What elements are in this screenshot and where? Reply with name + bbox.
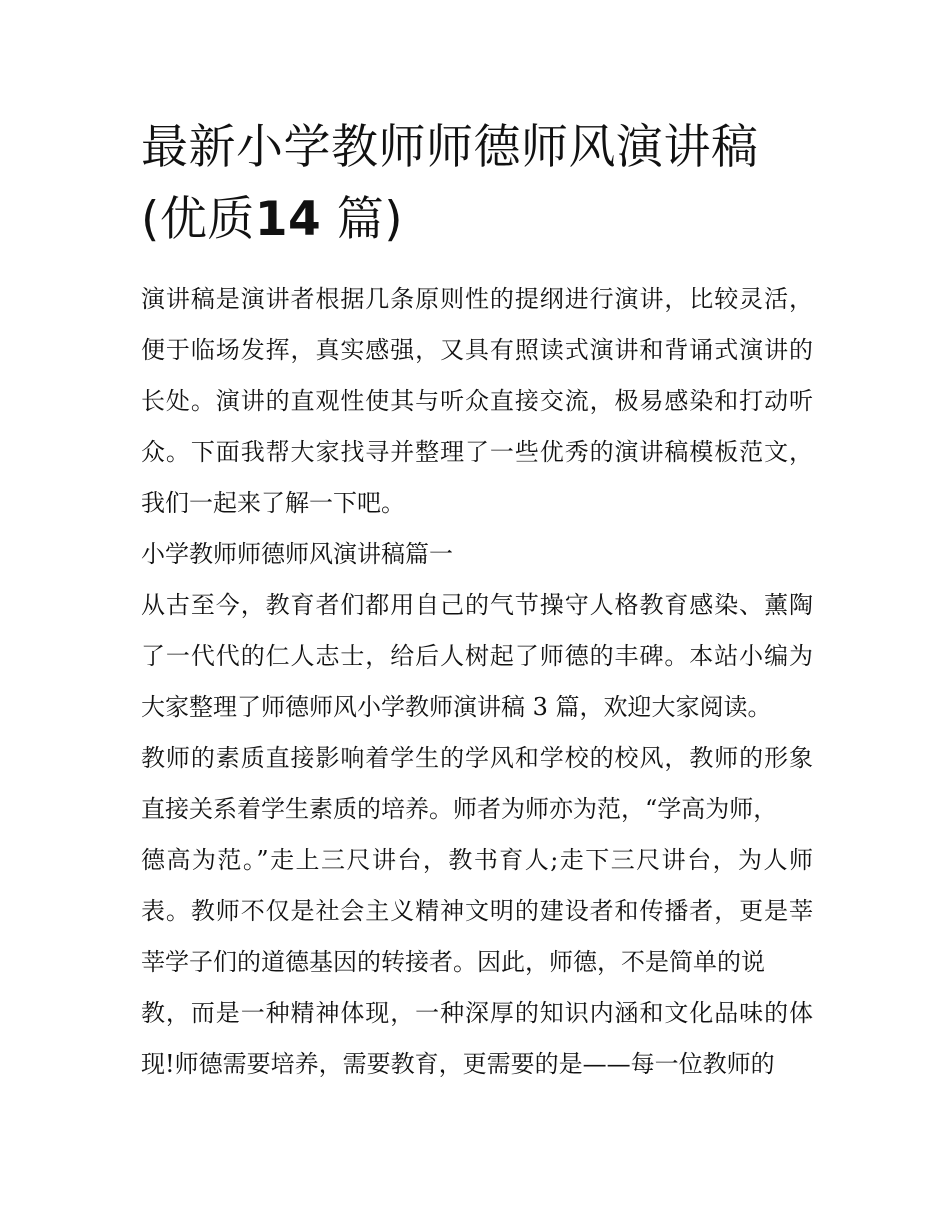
text-line: 长处。演讲的直观性使其与听众直接交流，极易感染和打动听: [141, 387, 813, 415]
text-line: 直接关系着学生素质的培养。师者为师亦为范，“学高为师，: [141, 795, 778, 823]
text-line: 演讲稿是演讲者根据几条原则性的提纲进行演讲，比较灵活，: [141, 285, 813, 313]
text-line: 德高为范。”走上三尺讲台，教书育人;走下三尺讲台，为人师: [141, 846, 813, 874]
text-line: 教，而是一种精神体现，一种深厚的知识内涵和文化品味的体: [141, 999, 813, 1027]
section-heading: [141, 529, 813, 580]
text-line: 表。教师不仅是社会主义精神文明的建设者和传播者，更是莘: [141, 897, 813, 925]
text-line: 从古至今，教育者们都用自己的气节操守人格教育感染、薰陶: [141, 591, 813, 619]
title-line-1: 最新小学教师师德师风演讲稿: [141, 120, 759, 175]
document-title: [141, 112, 813, 256]
title-suffix: 篇): [336, 192, 404, 247]
paragraph-body-1: [141, 580, 813, 733]
text-line: 大家整理了师德师风小学教师演讲稿 3 篇，欢迎大家阅读。: [141, 693, 772, 721]
title-number: 14: [254, 192, 322, 247]
text-line: 我们一起来了解一下吧。: [141, 489, 405, 517]
text-line: 莘学子们的道德基因的转接者。因此，师德，不是简单的说: [141, 948, 765, 976]
document-body: [141, 274, 813, 1090]
paragraph-intro: [141, 274, 813, 529]
text-line: 众。下面我帮大家找寻并整理了一些优秀的演讲稿模板范文，: [141, 438, 813, 466]
title-prefix: (优质: [141, 192, 255, 247]
paragraph-body-2: [141, 733, 813, 1090]
document-content: [141, 112, 813, 1090]
title-line-2: [141, 184, 813, 256]
text-line: 便于临场发挥，真实感强，又具有照读式演讲和背诵式演讲的: [141, 336, 813, 364]
text-line: 小学教师师德师风演讲稿篇一: [141, 540, 453, 568]
text-line: 现!师德需要培养，需要教育，更需要的是——每一位教师的: [141, 1050, 775, 1078]
text-line: 了一代代的仁人志士，给后人树起了师德的丰碑。本站小编为: [141, 642, 813, 670]
text-line: 教师的素质直接影响着学生的学风和学校的校风，教师的形象: [141, 744, 813, 772]
